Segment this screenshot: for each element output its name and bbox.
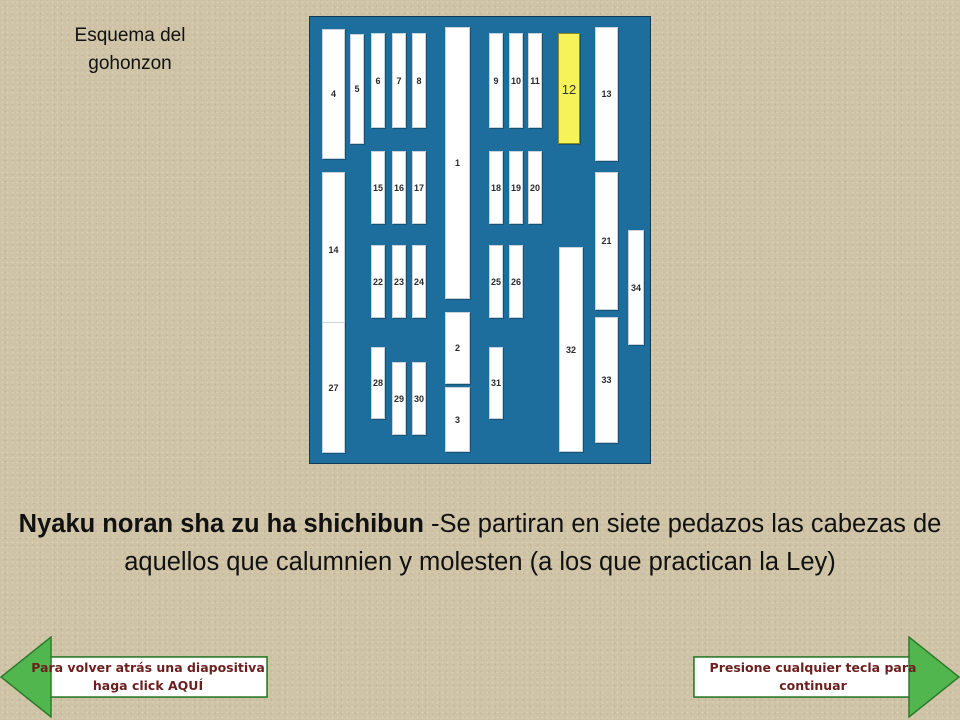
continue-button[interactable] (693, 636, 960, 718)
block-15: 15 (371, 151, 385, 224)
back-button-label: Para volver atrás una diapositiva haga click AQUÍ (31, 660, 265, 693)
block-19: 19 (509, 151, 523, 224)
block-18: 18 (489, 151, 503, 224)
back-button[interactable] (0, 636, 268, 718)
block-4: 4 (322, 29, 345, 159)
block-32: 32 (559, 247, 583, 452)
block-31: 31 (489, 347, 503, 419)
caption-text: -Se partiran en siete pedazos las cabezas de aquellos que calumnien y molesten (a los que practican la Ley) (124, 510, 942, 576)
block-13: 13 (595, 27, 618, 161)
slide-title: Esquema del gohonzon (74, 25, 186, 74)
block-30: 30 (412, 362, 426, 435)
block-7: 7 (392, 33, 406, 128)
block-26: 26 (509, 245, 523, 318)
block-3: 3 (445, 387, 470, 452)
block-20: 20 (528, 151, 542, 224)
block-24: 24 (412, 245, 426, 318)
block-29: 29 (392, 362, 406, 435)
block-22: 22 (371, 245, 385, 318)
block-28: 28 (371, 347, 385, 419)
block-34: 34 (628, 230, 644, 345)
block-14: 14 (322, 172, 345, 327)
block-12-highlighted: 12 (558, 33, 580, 144)
block-25: 25 (489, 245, 503, 318)
block-21: 21 (595, 172, 618, 310)
block-16: 16 (392, 151, 406, 224)
slide-caption (10, 505, 950, 581)
block-10: 10 (509, 33, 523, 128)
continue-button-label: Presione cualquier tecla para continuar (709, 660, 917, 693)
block-11: 11 (528, 33, 542, 128)
block-33: 33 (595, 317, 618, 443)
block-8: 8 (412, 33, 426, 128)
block-9: 9 (489, 33, 503, 128)
block-1: 1 (445, 27, 470, 299)
block-6: 6 (371, 33, 385, 128)
block-27: 27 (322, 322, 345, 453)
block-23: 23 (392, 245, 406, 318)
caption-bold-text: Nyaku noran sha zu ha shichibun (18, 510, 424, 538)
block-17: 17 (412, 151, 426, 224)
block-2: 2 (445, 312, 470, 384)
block-5: 5 (350, 34, 364, 144)
gohonzon-diagram (309, 16, 651, 464)
